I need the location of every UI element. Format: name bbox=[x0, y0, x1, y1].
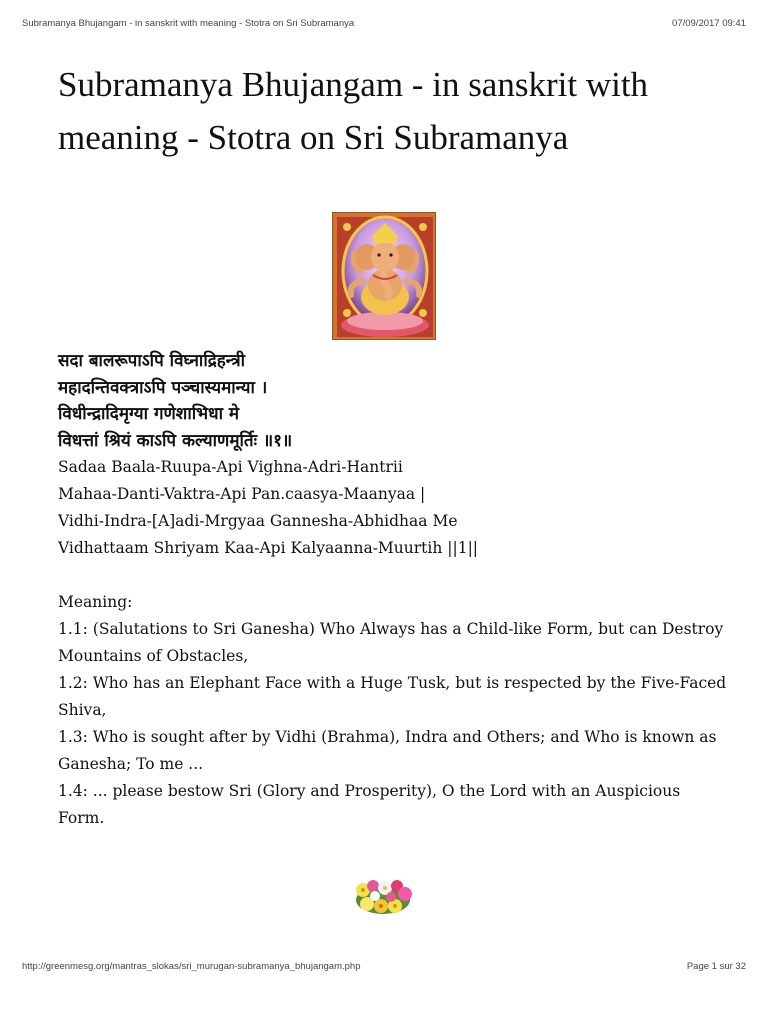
ganesha-image bbox=[332, 212, 436, 340]
transliteration-line: Mahaa-Danti-Vaktra-Api Pan.caasya-Maanyaa | bbox=[58, 485, 426, 503]
print-header-title: Subramanya Bhujangam - in sanskrit with meaning - Stotra on Sri Subramanya bbox=[22, 18, 355, 29]
print-header-datetime: 07/09/2017 09:41 bbox=[672, 18, 746, 29]
article-body bbox=[58, 348, 728, 832]
meaning-line: 1.4: ... please bestow Sri (Glory and Prosperity), O the Lord with an Auspicious Form. bbox=[58, 782, 681, 827]
print-footer bbox=[22, 961, 746, 972]
page-title: Subramanya Bhujangam - in sanskrit with meaning - Stotra on Sri Subramanya bbox=[58, 65, 649, 157]
meaning-line: 1.1: (Salutations to Sri Ganesha) Who Always has a Child-like Form, but can Destroy Mountains of Obstacles, bbox=[58, 620, 724, 665]
meaning-section bbox=[58, 589, 728, 832]
transliteration-line: Vidhi-Indra-[A]adi-Mrgyaa Gannesha-Abhidhaa Me bbox=[58, 512, 458, 530]
source-url: http://greenmesg.org/mantras_slokas/sri_murugan-subramanya_bhujangam.php bbox=[22, 961, 361, 972]
flower-decoration-image bbox=[351, 876, 415, 918]
transliteration bbox=[58, 454, 728, 562]
meaning-heading: Meaning: bbox=[58, 593, 133, 611]
sanskrit-verse bbox=[58, 348, 728, 454]
transliteration-line: Vidhattaam Shriyam Kaa-Api Kalyaanna-Muurtih ||1|| bbox=[58, 539, 479, 557]
meaning-line: 1.2: Who has an Elephant Face with a Huge Tusk, but is respected by the Five-Faced Shiva, bbox=[58, 674, 727, 719]
sanskrit-line: सदा बालरूपाऽपि विघ्नाद्रिहन्त्री bbox=[58, 351, 246, 371]
meaning-line: 1.3: Who is sought after by Vidhi (Brahma), Indra and Others; and Who is known as Ganesha; To me ... bbox=[58, 728, 717, 773]
sanskrit-line: महादन्तिवक्त्राऽपि पञ्चास्यमान्या । bbox=[58, 377, 268, 398]
sanskrit-line: विधत्तां श्रियं काऽपि कल्याणमूर्तिः ॥१॥ bbox=[58, 430, 293, 451]
transliteration-line: Sadaa Baala-Ruupa-Api Vighna-Adri-Hantrii bbox=[58, 458, 403, 476]
print-header bbox=[22, 18, 746, 29]
page-number: Page 1 sur 32 bbox=[686, 961, 746, 972]
sanskrit-line: विधीन्द्रादिमृग्या गणेशाभिधा मे bbox=[58, 404, 240, 424]
